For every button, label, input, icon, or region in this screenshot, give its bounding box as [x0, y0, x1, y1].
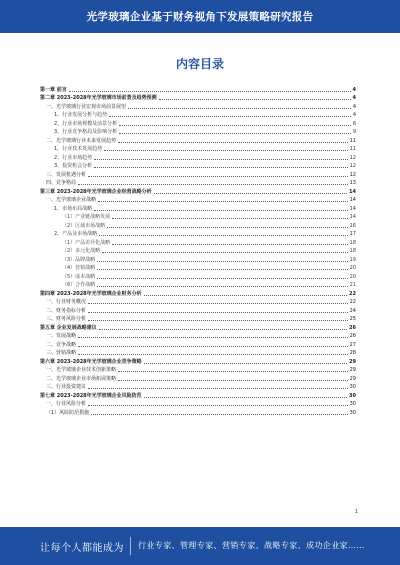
toc-entry-title: 一、行业风险分析	[46, 401, 87, 407]
toc-entry-page: 13	[349, 180, 356, 186]
toc-entry[interactable]	[40, 390, 356, 399]
toc-entry[interactable]	[40, 297, 356, 306]
toc-leader-dots	[97, 260, 347, 262]
toc-entry-page: 18	[349, 239, 356, 246]
toc-leader-dots	[144, 362, 347, 364]
toc-leader-dots	[69, 90, 351, 92]
toc-entry-title: 1、行业技术发展趋势	[54, 146, 103, 152]
toc-entry-page: 21	[349, 282, 356, 288]
toc-entry[interactable]	[40, 322, 356, 331]
toc-entry-title: 第一章 前言	[40, 86, 67, 93]
toc-entry-page: 30	[349, 401, 356, 407]
toc-entry[interactable]	[40, 186, 356, 195]
toc-entry[interactable]	[40, 127, 356, 136]
toc-entry[interactable]	[40, 263, 356, 272]
toc-entry-page: 30	[349, 384, 356, 390]
footer-slogan: 行业专家、管理专家、营销专家、战略专家、成功企业家……	[138, 541, 365, 550]
toc-entry-title: 2、产品及市场战略	[54, 231, 98, 237]
toc-entry[interactable]	[40, 246, 356, 255]
toc-entry[interactable]	[40, 407, 356, 416]
toc-entry-title: （2）区域市场战略	[62, 222, 106, 229]
toc-entry-title: 二、光学玻璃行业未来发展趋势	[46, 137, 117, 144]
toc-entry-title: （1）产品差异化战略	[62, 239, 111, 246]
toc-entry-title: （2）多元化战略	[62, 248, 101, 254]
toc-entry-page: 11	[349, 137, 356, 144]
toc-entry-title: 第三章 2023-2028年光学玻璃企业经营战略分析	[40, 188, 152, 195]
toc-leader-dots	[94, 209, 347, 211]
toc-leader-dots	[144, 396, 347, 398]
toc-entry[interactable]	[40, 118, 356, 127]
toc-entry[interactable]	[40, 356, 356, 365]
toc-entry-page: 22	[349, 299, 356, 305]
toc-entry-title: （4）营销战略	[62, 265, 96, 271]
toc-leader-dots	[128, 107, 351, 109]
toc-entry-title: 3、投资机会分析	[54, 163, 93, 169]
toc-entry-page: 20	[349, 273, 356, 280]
toc-entry-title: 2、行业市场规模及前景分析	[54, 120, 118, 127]
toc-entry[interactable]	[40, 399, 356, 408]
toc-leader-dots	[118, 141, 348, 143]
toc-entry-title: 三、营销战略	[46, 350, 77, 356]
toc-entry-title: （5）成本战略	[62, 273, 96, 280]
toc-entry-title: 一、光学玻璃企业技术创新策略	[46, 367, 117, 373]
table-of-contents	[40, 84, 356, 416]
toc-entry-page: 14	[349, 197, 356, 203]
toc-entry-page: 14	[349, 188, 356, 195]
toc-entry-page: 14	[349, 205, 356, 212]
page-number: 1	[354, 509, 358, 515]
toc-entry-page: 12	[349, 154, 356, 161]
toc-entry-page: 12	[349, 163, 356, 169]
toc-leader-dots	[107, 226, 347, 228]
toc-entry-title: 第六章 2023-2028年光学玻璃企业竞争策略	[40, 358, 142, 365]
toc-entry[interactable]	[40, 161, 356, 170]
toc-leader-dots	[97, 285, 347, 287]
toc-entry-page: 27	[349, 341, 356, 348]
toc-entry-title: 二、竞争战略	[46, 341, 77, 348]
toc-entry[interactable]	[40, 373, 356, 382]
toc-entry[interactable]	[40, 348, 356, 357]
toc-entry[interactable]	[40, 84, 356, 93]
toc-leader-dots	[118, 370, 348, 372]
toc-leader-dots	[119, 124, 351, 126]
toc-entry[interactable]	[40, 144, 356, 153]
toc-heading: 内容目录	[175, 57, 224, 71]
toc-entry[interactable]	[40, 203, 356, 212]
toc-entry-page: 29	[349, 358, 356, 365]
toc-entry-page: 26	[349, 324, 356, 331]
toc-entry[interactable]	[40, 152, 356, 161]
toc-leader-dots	[94, 158, 347, 160]
toc-entry-page: 25	[349, 316, 356, 322]
toc-leader-dots	[144, 294, 347, 296]
toc-entry-page: 24	[349, 307, 356, 314]
toc-entry-title: 一、光学玻璃企业战略	[46, 197, 97, 203]
toc-entry-title: （1）风险防范措施	[46, 409, 90, 416]
toc-entry-title: （6）合作战略	[62, 282, 96, 288]
toc-leader-dots	[88, 387, 348, 389]
toc-leader-dots	[118, 379, 348, 381]
toc-entry-title: 二、光学玻璃企业市场拓展策略	[46, 375, 117, 382]
toc-entry[interactable]	[40, 314, 356, 323]
toc-entry-page: 30	[349, 409, 356, 416]
toc-entry-title: （1）产业链战略发展	[62, 214, 111, 220]
toc-leader-dots	[88, 302, 348, 304]
toc-leader-dots	[78, 345, 348, 347]
toc-entry-page: 17	[349, 231, 356, 237]
toc-entry[interactable]	[40, 101, 356, 110]
toc-entry-title: 2、行业市场趋势	[54, 154, 93, 161]
toc-entry-title: 二、财务指标分析	[46, 307, 87, 314]
toc-entry[interactable]	[40, 212, 356, 221]
toc-leader-dots	[99, 328, 347, 330]
toc-entry[interactable]	[40, 110, 356, 119]
toc-leader-dots	[102, 251, 347, 253]
toc-entry[interactable]	[40, 169, 356, 178]
toc-entry-page: 4	[352, 95, 356, 101]
toc-entry[interactable]	[40, 237, 356, 246]
toc-entry-title: （3）品牌战略	[62, 256, 96, 263]
toc-leader-dots	[88, 175, 348, 177]
toc-entry-title: 第五章 企业发展战略建议	[40, 324, 97, 331]
toc-entry-title: 3、行业竞争格局及影响分析	[54, 129, 118, 135]
toc-entry-title: 1、市场布局战略	[54, 205, 93, 212]
toc-entry-page: 28	[349, 350, 356, 356]
toc-leader-dots	[97, 277, 347, 279]
toc-leader-dots	[109, 115, 351, 117]
toc-entry-page: 11	[349, 146, 356, 152]
toc-leader-dots	[159, 98, 351, 100]
report-title: 光学玻璃企业基于财务视角下发展策略研究报告	[86, 11, 314, 23]
toc-leader-dots	[88, 404, 348, 406]
toc-entry[interactable]	[40, 195, 356, 204]
footer-logo-text: 让每个人都能成为	[40, 543, 124, 554]
toc-entry[interactable]	[40, 229, 356, 238]
toc-entry-title: 第二章 2023-2028年光学玻璃市场前景及趋势预测	[40, 95, 157, 101]
toc-entry-page: 29	[349, 367, 356, 373]
toc-entry[interactable]	[40, 135, 356, 144]
toc-entry-title: 三、财务风险分析	[46, 316, 87, 322]
toc-entry-page: 18	[349, 248, 356, 254]
toc-entry-title: 1、行业发展分析与趋势	[54, 112, 108, 118]
toc-entry-title: 一、发展战略	[46, 333, 77, 339]
toc-leader-dots	[112, 217, 347, 219]
toc-leader-dots	[119, 132, 351, 134]
toc-leader-dots	[88, 311, 348, 313]
toc-entry-page: 30	[349, 392, 356, 399]
toc-entry-page: 22	[349, 290, 356, 297]
toc-leader-dots	[104, 149, 347, 151]
toc-entry[interactable]	[40, 305, 356, 314]
toc-entry[interactable]	[40, 280, 356, 289]
toc-entry-page: 9	[352, 129, 356, 135]
toc-leader-dots	[88, 319, 348, 321]
page-footer	[0, 527, 400, 565]
toc-leader-dots	[94, 166, 347, 168]
toc-entry[interactable]	[40, 271, 356, 280]
toc-leader-dots	[91, 413, 347, 415]
toc-entry[interactable]	[40, 178, 356, 187]
footer-divider	[130, 537, 131, 555]
toc-leader-dots	[78, 183, 348, 185]
toc-entry-page: 6	[352, 120, 356, 127]
toc-entry[interactable]	[40, 288, 356, 297]
toc-entry[interactable]	[40, 254, 356, 263]
toc-entry-page: 4	[352, 103, 356, 110]
toc-entry-title: 第四章 2023-2028年光学玻璃企业财务分析	[40, 290, 142, 297]
toc-entry[interactable]	[40, 339, 356, 348]
toc-leader-dots	[78, 353, 348, 355]
toc-leader-dots	[97, 268, 347, 270]
page-header	[0, 0, 400, 33]
toc-entry[interactable]	[40, 93, 356, 102]
toc-entry-page: 16	[349, 222, 356, 229]
toc-entry[interactable]	[40, 365, 356, 374]
toc-entry-title: 三、行业投资建议	[46, 384, 87, 390]
toc-entry-page: 20	[349, 265, 356, 271]
toc-entry[interactable]	[40, 382, 356, 391]
toc-entry-page: 4	[352, 86, 356, 93]
toc-entry-page: 14	[349, 214, 356, 220]
toc-entry-page: 4	[352, 112, 356, 118]
toc-entry[interactable]	[40, 331, 356, 340]
toc-entry-title: 一、行业财务概况	[46, 299, 87, 305]
toc-leader-dots	[112, 243, 347, 245]
toc-entry-page: 19	[349, 256, 356, 263]
toc-leader-dots	[154, 192, 347, 194]
toc-leader-dots	[78, 336, 348, 338]
toc-entry-title: 第七章 2023-2028年光学玻璃企业风险防范	[40, 392, 142, 399]
toc-leader-dots	[98, 200, 348, 202]
toc-entry[interactable]	[40, 220, 356, 229]
toc-entry-page: 26	[349, 333, 356, 339]
toc-entry-title: 一、光学玻璃行业宏观市场前景展望	[46, 103, 127, 110]
toc-leader-dots	[99, 234, 347, 236]
toc-entry-page: 12	[349, 171, 356, 178]
toc-entry-page: 29	[349, 375, 356, 382]
toc-entry-title: 四、竞争格局	[46, 180, 77, 186]
toc-entry-title: 三、发展机遇分析	[46, 171, 87, 178]
